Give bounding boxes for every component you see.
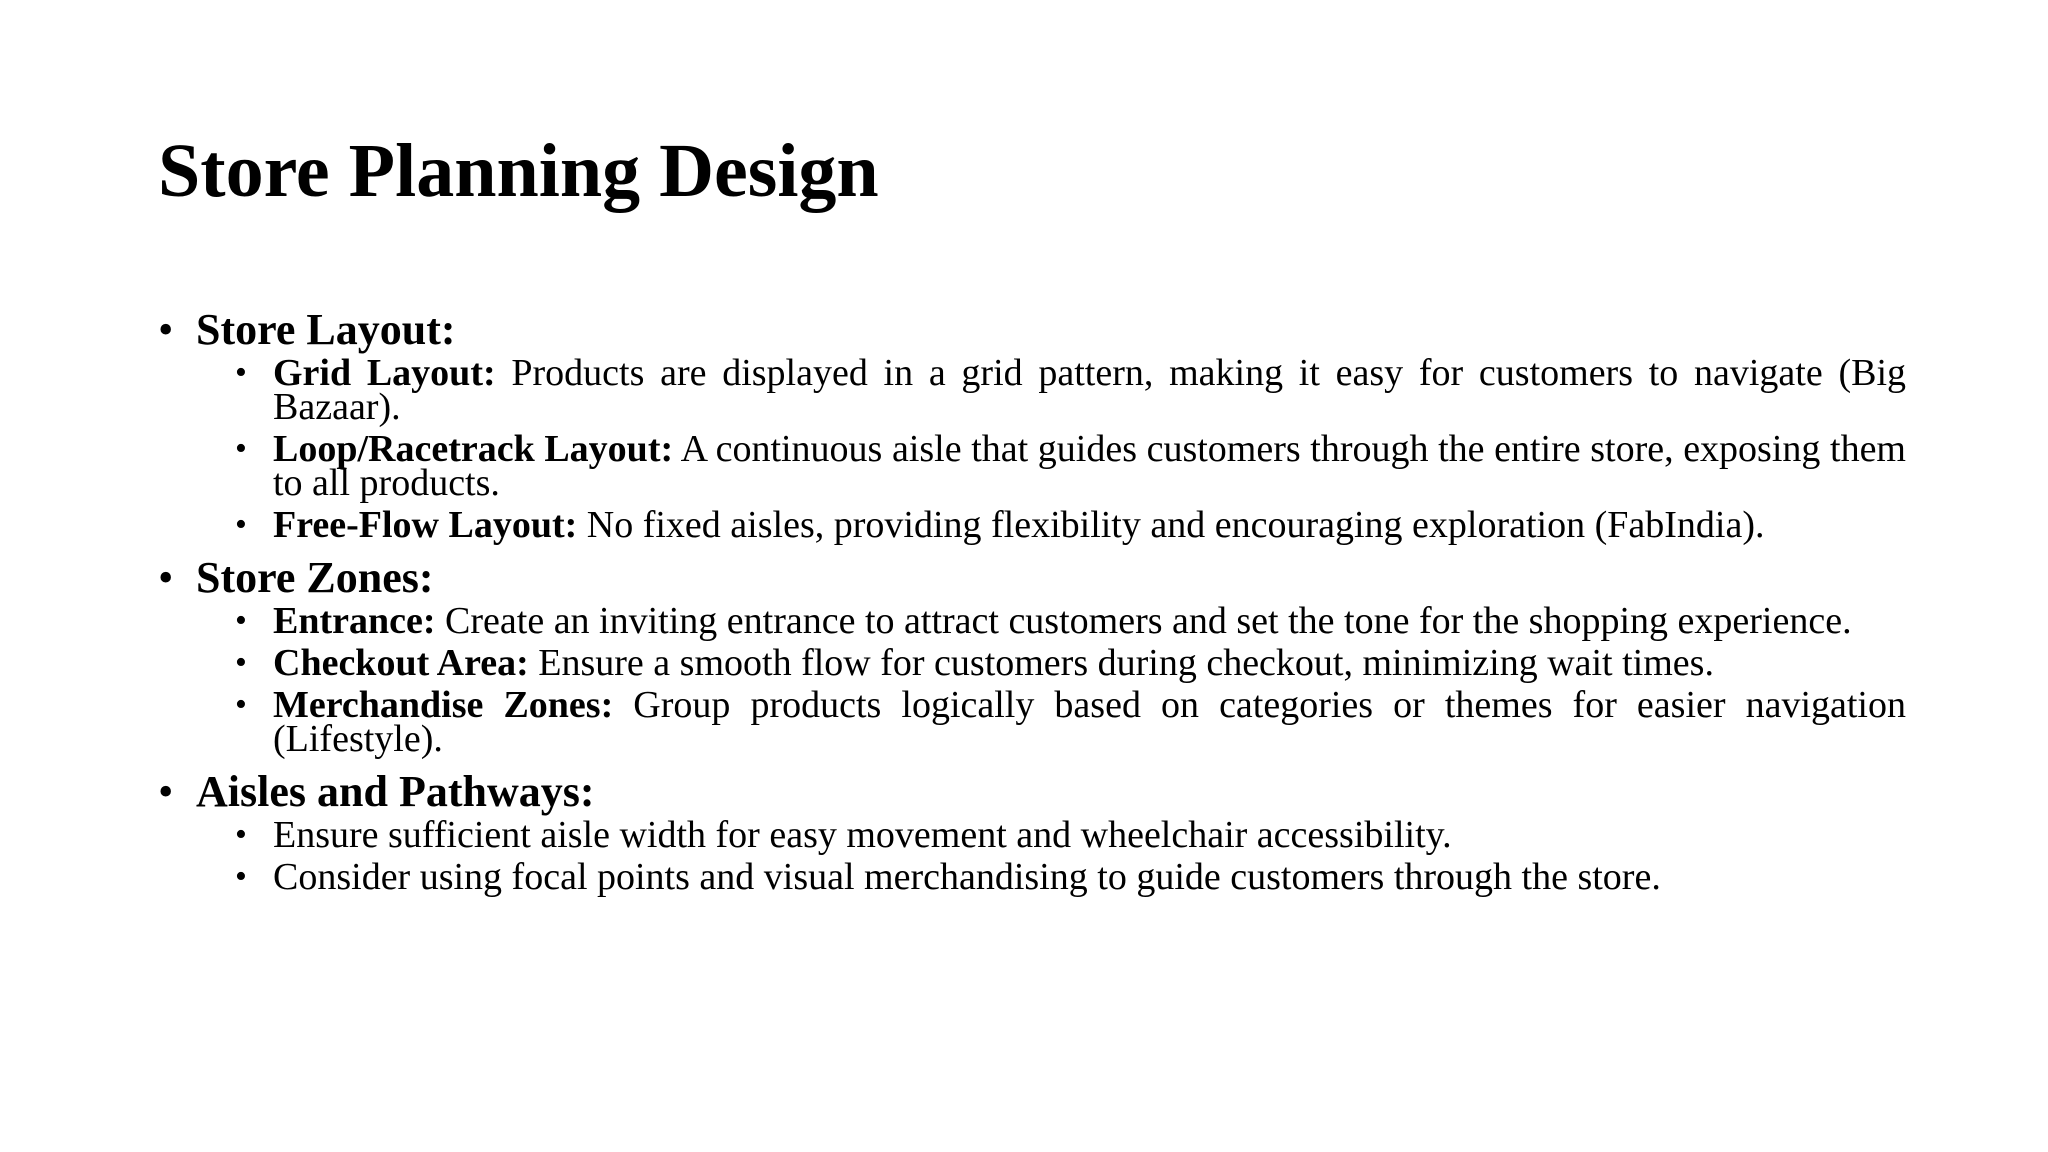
bullet-icon: • <box>235 686 247 723</box>
slide-content <box>158 304 1906 904</box>
item-text: Products are displayed in a grid pattern, making it easy for customers to navigate (Big Bazaar). <box>273 352 1907 428</box>
item-term: Free-Flow Layout: <box>273 504 578 546</box>
section-heading <box>158 304 1906 356</box>
list-item <box>235 352 1907 428</box>
bullet-icon: • <box>235 858 247 895</box>
sub-list <box>158 814 1906 898</box>
item-term: Grid Layout: <box>273 352 496 394</box>
item-text: No fixed aisles, providing flexibility and encouraging exploration (FabIndia). <box>577 504 1765 546</box>
item-term: Entrance: <box>273 600 436 642</box>
list-item <box>235 856 1906 898</box>
item-text: A continuous aisle that guides customers through the entire store, exposing them to all products. <box>273 428 1906 504</box>
section-heading <box>158 552 1906 604</box>
section-heading-text: Store Layout: <box>196 305 456 354</box>
bullet-icon: • <box>235 430 247 467</box>
bullet-icon: • <box>235 644 247 681</box>
bullet-icon: • <box>158 553 174 602</box>
sub-list <box>158 352 1907 546</box>
item-term: Loop/Racetrack Layout: <box>273 428 674 470</box>
list-item <box>235 600 1906 642</box>
section-store-zones <box>158 552 1906 760</box>
list-item <box>235 684 1906 760</box>
item-text: Create an inviting entrance to attract customers and set the tone for the shopping experience. <box>435 600 1852 642</box>
list-item <box>235 814 1906 856</box>
bullet-icon: • <box>235 816 247 853</box>
list-item <box>235 504 1906 546</box>
sub-list <box>158 600 1906 760</box>
section-heading-text: Aisles and Pathways: <box>196 767 595 816</box>
slide-title: Store Planning Design <box>158 129 879 213</box>
section-heading <box>158 766 1906 818</box>
item-term: Checkout Area: <box>273 642 529 684</box>
item-text: Ensure sufficient aisle width for easy movement and wheelchair accessibility. <box>273 814 1452 856</box>
bullet-icon: • <box>158 767 174 816</box>
item-text: Consider using focal points and visual merchandising to guide customers through the store. <box>273 856 1661 898</box>
item-text: Group products logically based on categories or themes for easier navigation (Lifestyle). <box>273 684 1906 760</box>
section-store-layout <box>158 304 1907 546</box>
item-term: Merchandise Zones: <box>273 684 614 726</box>
bullet-icon: • <box>235 506 247 543</box>
bullet-icon: • <box>158 305 174 354</box>
list-item <box>235 428 1906 504</box>
section-aisles-pathways <box>158 766 1906 898</box>
item-text: Ensure a smooth flow for customers during checkout, minimizing wait times. <box>528 642 1714 684</box>
bullet-icon: • <box>235 602 247 639</box>
list-item <box>235 642 1906 684</box>
bullet-icon: • <box>235 354 247 391</box>
section-heading-text: Store Zones: <box>196 553 434 602</box>
